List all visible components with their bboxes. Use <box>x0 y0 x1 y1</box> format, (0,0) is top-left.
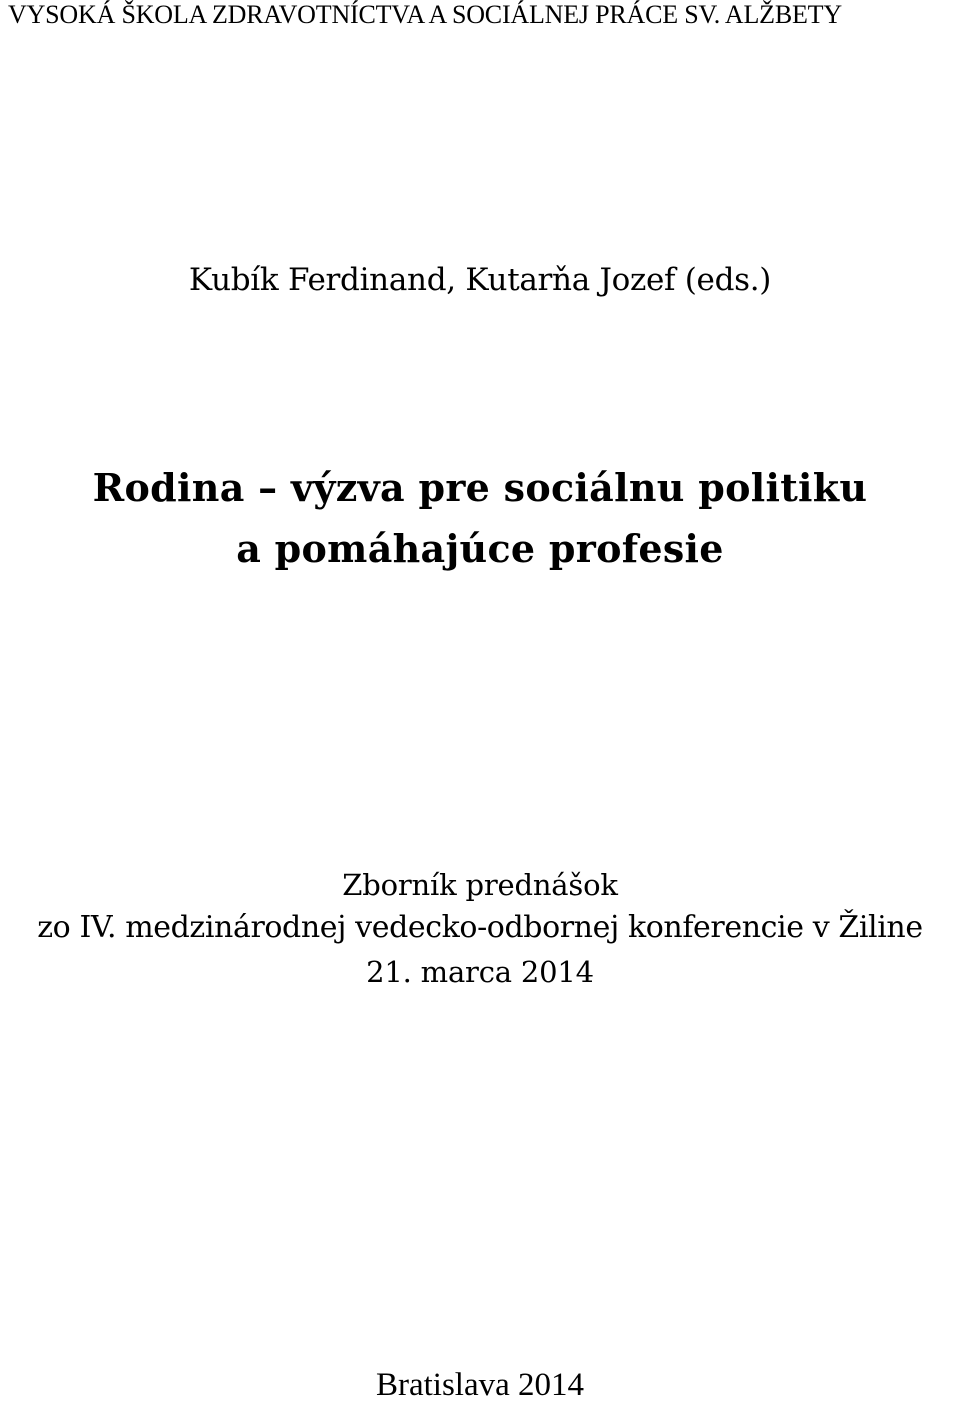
book-title-line-1: Rodina – výzva pre sociálnu politiku <box>92 465 868 510</box>
book-title-line-2: a pomáhajúce profesie <box>236 526 724 571</box>
institution-name: VYSOKÁ ŠKOLA ZDRAVOTNÍCTVA A SOCIÁLNEJ PRÁCE SV. ALŽBETY <box>8 0 842 29</box>
subtitle-line-2: zo IV. medzinárodnej vedecko-odbornej konferencie v Žiline <box>37 910 923 945</box>
editors: Kubík Ferdinand, Kutarňa Jozef (eds.) <box>188 262 772 298</box>
subtitle-line-3: 21. marca 2014 <box>366 955 594 989</box>
place-and-year: Bratislava 2014 <box>375 1367 585 1403</box>
subtitle-line-1: Zborník prednášok <box>342 868 618 902</box>
